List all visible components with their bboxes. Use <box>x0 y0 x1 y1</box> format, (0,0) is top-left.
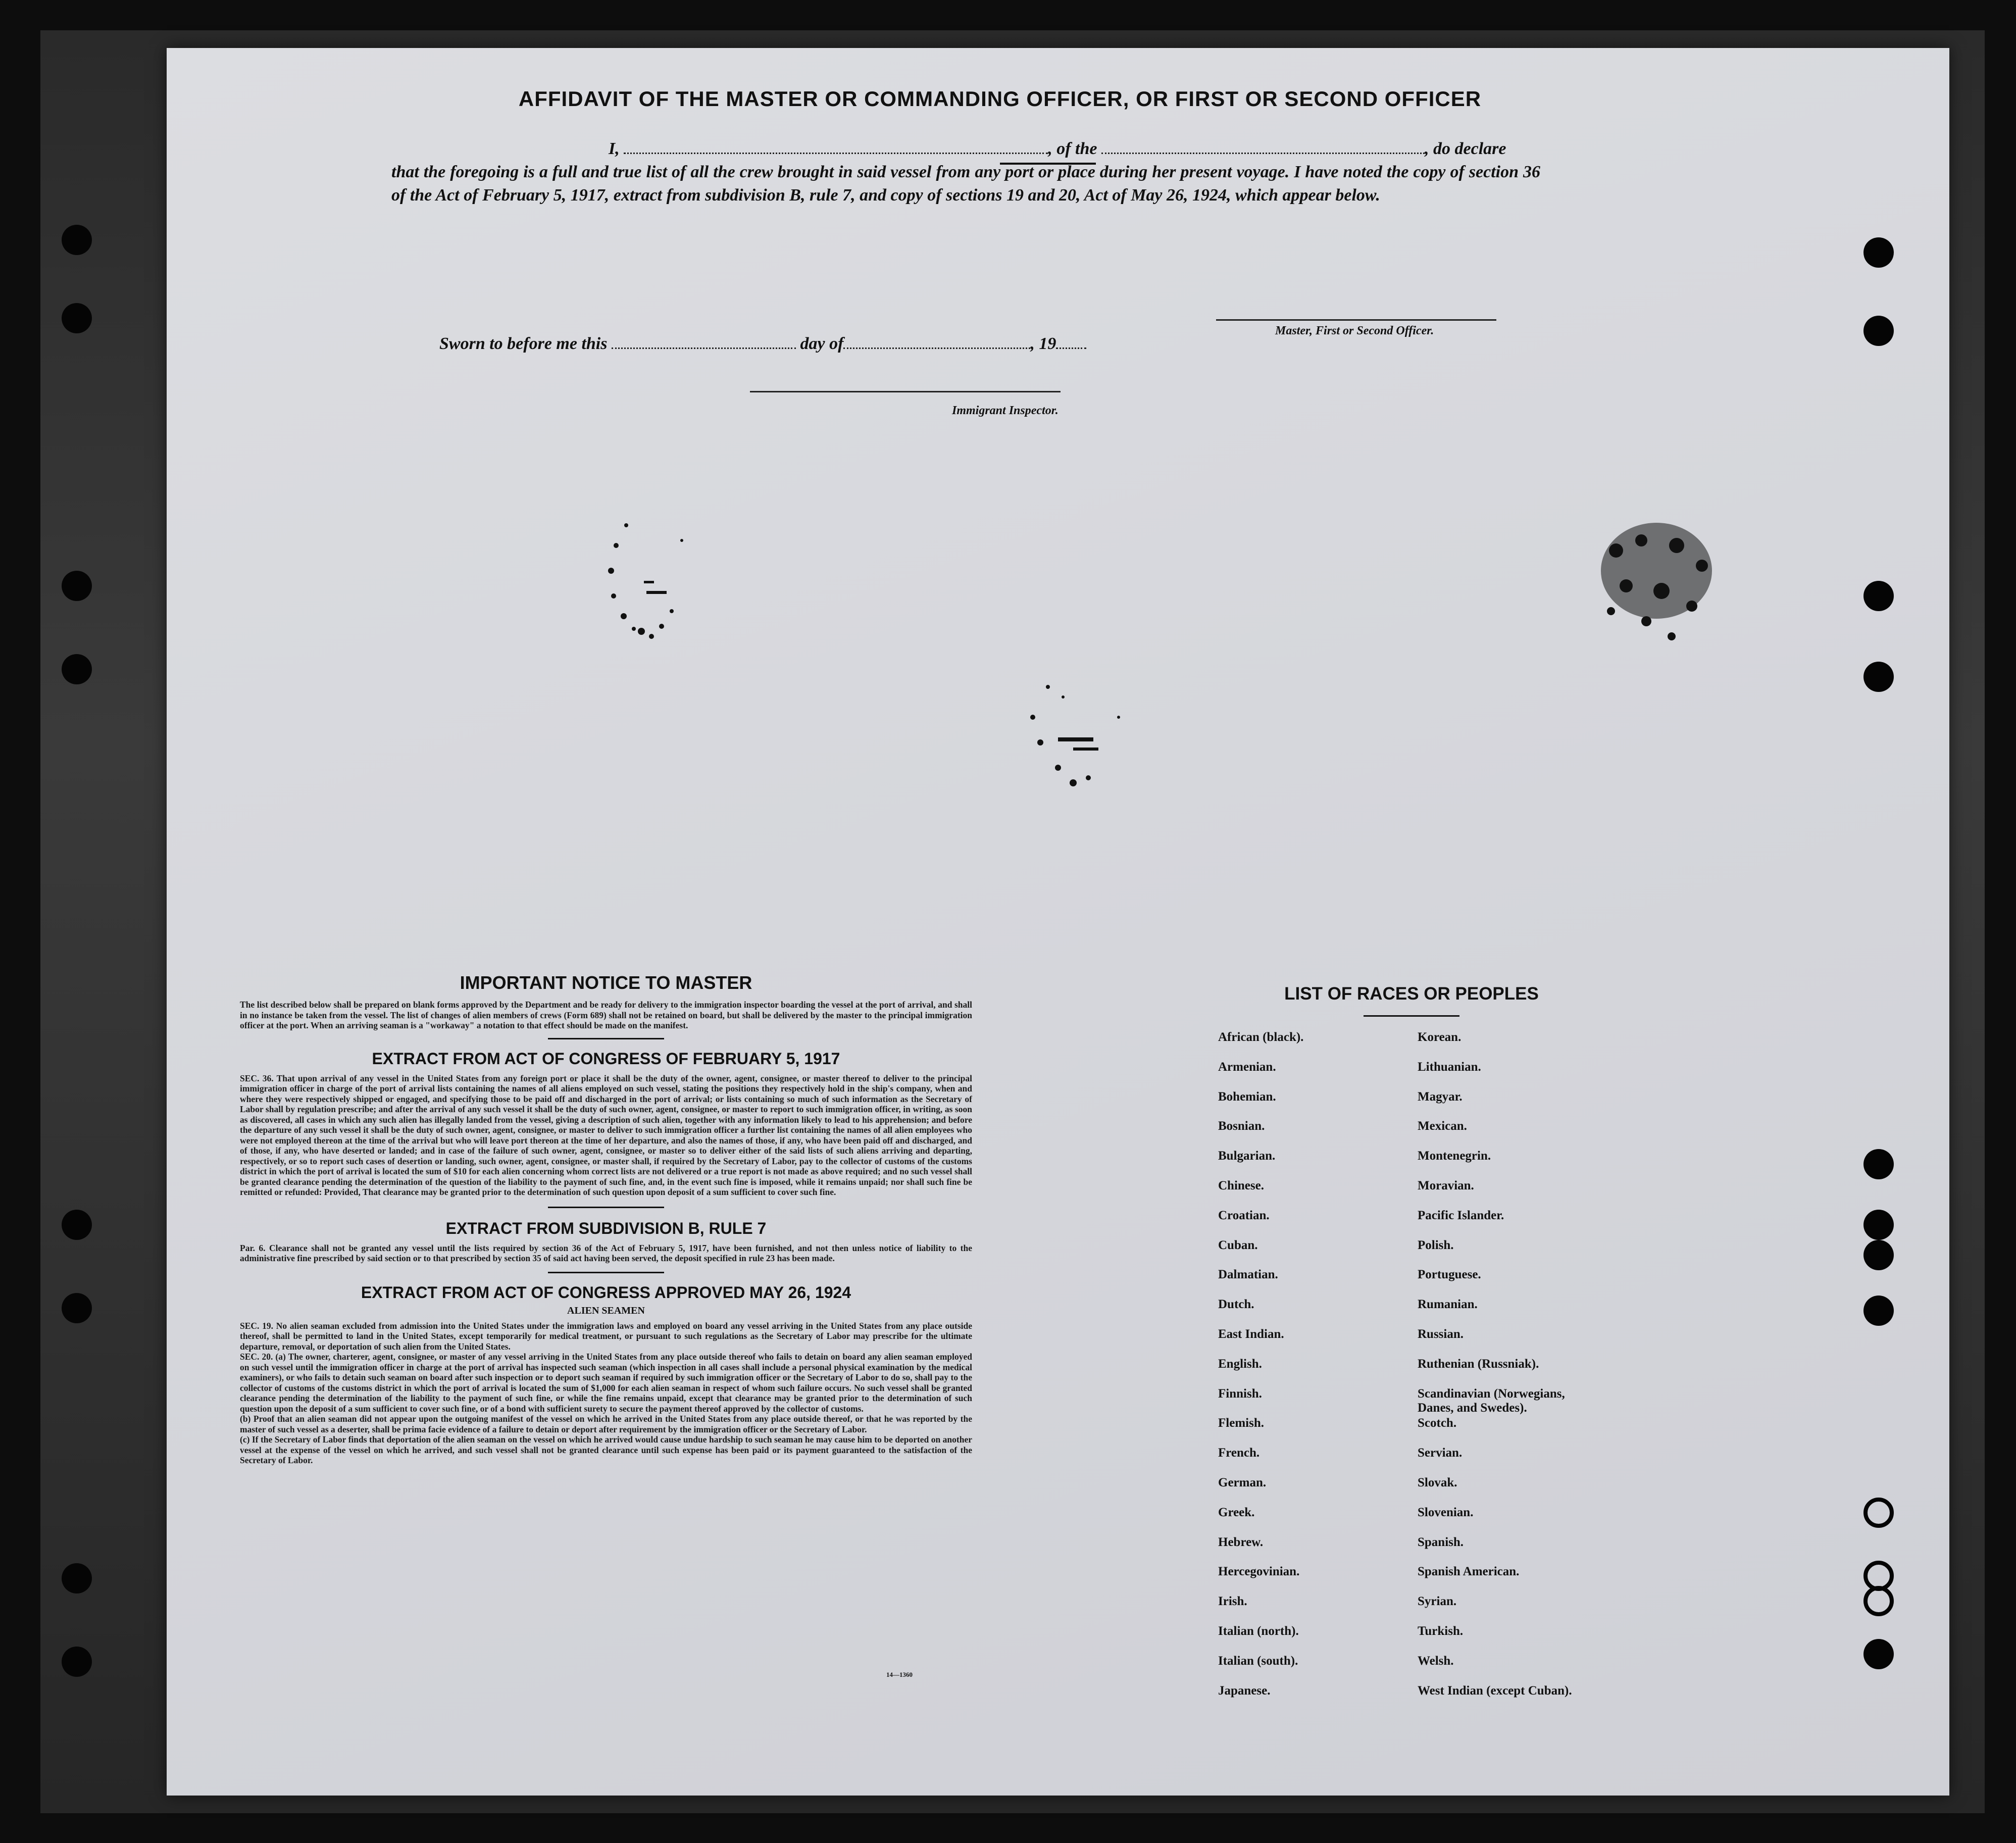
punch-hole <box>62 1647 92 1677</box>
punch-hole <box>1863 237 1894 268</box>
sworn-row <box>439 333 1086 354</box>
i-label: I, <box>609 139 620 158</box>
punch-hole <box>62 1563 92 1593</box>
punch-hole <box>62 654 92 684</box>
race-item: Dutch. <box>1218 1298 1254 1312</box>
race-item: Finnish. <box>1218 1386 1262 1401</box>
sec-20c-text: (c) If the Secretary of Labor finds that deportation of the alien seaman on the vessel on which he arrived would cause undue hardship to such seaman he may cause him to be deported on another vessel at the expense of the vessel on which he arrived, and such vessel shall not be granted clearance until such expense has been paid or its payment guaranteed to the satisfaction of the Secretary of Labor. <box>240 1434 972 1465</box>
vessel-field[interactable] <box>1101 138 1425 154</box>
punch-hole <box>1863 1210 1894 1240</box>
race-item: Spanish American. <box>1418 1565 1520 1579</box>
race-item: Portuguese. <box>1418 1268 1481 1282</box>
race-item: Turkish. <box>1418 1624 1464 1638</box>
divider <box>548 1272 664 1273</box>
affidavit-text: that the foregoing is a full and true list of all the crew brought in said vessel from any port or place during her present voyage. I have noted the copy of section 36 of the Act of February 5, 1917, extract from subdivision B, rule 7, and copy of sections 19 and 20, Act of May 26, 1924, which appear below. <box>391 163 1540 205</box>
extract-1924-subtitle: ALIEN SEAMEN <box>567 1305 645 1316</box>
race-item: Montenegrin. <box>1418 1149 1491 1163</box>
race-item: Italian (north). <box>1218 1624 1299 1638</box>
race-item: Pacific Islander. <box>1418 1208 1504 1222</box>
race-item: Bohemian. <box>1218 1089 1276 1104</box>
punch-hole <box>1863 662 1894 692</box>
inspector-signature-field[interactable] <box>750 391 1061 392</box>
race-item: French. <box>1218 1446 1260 1460</box>
race-item: Magyar. <box>1418 1089 1463 1104</box>
race-item: Welsh. <box>1418 1654 1454 1668</box>
punch-hole <box>1863 1296 1894 1326</box>
day-of-label: day of <box>800 334 844 353</box>
month-field[interactable] <box>843 333 1030 349</box>
race-item: Slovenian. <box>1418 1505 1474 1519</box>
race-item: Croatian. <box>1218 1208 1270 1222</box>
race-item: Dalmatian. <box>1218 1268 1278 1282</box>
extract-rule7-title: EXTRACT FROM SUBDIVISION B, RULE 7 <box>445 1219 767 1237</box>
extract-1917-title: EXTRACT FROM ACT OF CONGRESS OF FEBRUARY 5, 1917 <box>372 1049 840 1068</box>
punch-hole <box>1863 1240 1894 1270</box>
do-declare-label: , do declare <box>1425 139 1506 158</box>
extract-1924-title: EXTRACT FROM ACT OF CONGRESS APPROVED MAY 26, 1924 <box>361 1283 851 1302</box>
master-signature-field[interactable] <box>1216 319 1496 321</box>
of-the-label: , of the <box>1048 139 1097 158</box>
race-item: Spanish. <box>1418 1535 1464 1549</box>
race-item: Irish. <box>1218 1595 1247 1609</box>
race-item: Servian. <box>1418 1446 1463 1460</box>
name-field[interactable] <box>624 138 1048 154</box>
race-item: African (black). <box>1218 1030 1304 1044</box>
punch-hole <box>1863 1149 1894 1179</box>
sec-19-text: SEC. 19. No alien seaman excluded from admission into the United States under the immigration laws and employed on board any vessel arriving in the United States from any place outside thereof, shall be permitted to land in the United States, except temporarily for medical treatment, or pursuant to such regulations as the Secretary of Labor may prescribe for the ultimate departure, removal, or deportation of such alien from the United States. <box>240 1320 972 1352</box>
ink-stamp <box>596 505 707 646</box>
notices-column <box>240 972 972 1466</box>
race-item: Scandinavian (Norwegians, Danes, and Swedes). <box>1418 1386 1565 1415</box>
race-item: Polish. <box>1418 1238 1454 1252</box>
race-item: Ruthenian (Russniak). <box>1418 1357 1539 1371</box>
punch-hole <box>62 571 92 601</box>
notice-text: The list described below shall be prepared on blank forms approved by the Department and be ready for delivery to the immigration inspector boarding the vessel at the port of arrival, and shall in no instance be taken from the vessel. The list of changes of alien members of crews (Form 689) shall not be retained on board, but shall be delivered by the master to the principal immigration officer at the port. When an arriving seaman is a "workaway" a notation to that effect should be made on the manifest. <box>240 1000 972 1030</box>
race-item: English. <box>1218 1357 1262 1371</box>
race-item: Rumanian. <box>1418 1298 1478 1312</box>
extract-rule7-text: Par. 6. Clearance shall not be granted any vessel until the lists required by section 36 of the Act of February 5, 1917, have been furnished, and not then unless notice of liability to the administrative fine prescribed by said section or to that prescribed by section 35 of said act having been served, the deposit specified in rule 23 has been made. <box>240 1242 972 1263</box>
sworn-label: Sworn to before me this <box>439 334 608 353</box>
race-item: Greek. <box>1218 1505 1255 1519</box>
affidavit-title: AFFIDAVIT OF THE MASTER OR COMMANDING OFFICER, OR FIRST OR SECOND OFFICER <box>518 87 1482 111</box>
inspector-caption: Immigrant Inspector. <box>952 404 1059 417</box>
race-item: Korean. <box>1418 1030 1461 1044</box>
ink-stamp <box>1576 505 1742 667</box>
year-label: , 19 <box>1030 334 1056 353</box>
notice-title: IMPORTANT NOTICE TO MASTER <box>460 972 752 993</box>
race-item: Flemish. <box>1218 1416 1264 1430</box>
punch-hole <box>62 303 92 333</box>
master-caption: Master, First or Second Officer. <box>1275 324 1434 337</box>
declaration-line <box>609 137 1540 161</box>
divider <box>548 1207 664 1208</box>
race-item: Japanese. <box>1218 1683 1271 1698</box>
punch-hole <box>1863 1498 1894 1528</box>
punch-hole <box>1863 316 1894 346</box>
race-item: Bulgarian. <box>1218 1149 1276 1163</box>
race-item: German. <box>1218 1476 1267 1489</box>
punch-hole <box>62 225 92 255</box>
race-item: Armenian. <box>1218 1060 1276 1074</box>
ink-stamp <box>1018 667 1154 798</box>
punch-hole <box>62 1293 92 1323</box>
extract-1917-text: SEC. 36. That upon arrival of any vessel in the United States from any foreign port or place it shall be the duty of the owner, agent, consignee, or master thereof to deliver to the principal immigration officer in charge of the port of arrival lists containing the names of all aliens employed on such vessel, stating the positions they respectively hold in the ship's company, when and where they were respectively shipped or engaged, and specifying those to be paid off and discharged in the port of arrival; or lists containing so much of such information as the Secretary of Labor shall by regulation prescribe; and after the arrival of any such vessel it shall be the duty of such owner, agent, consignee, or master to report to such immigration officer, in writing, as soon as discovered, all cases in which any such alien has illegally landed from the vessel, giving a description of such alien, together with any information likely to lead to his apprehension; and before the departure of any such vessel it shall be the duty of such owner, agent, consignee, or master to deliver to such immigration officer a further list containing the names of all alien employees who were not employed thereon at the time of the arrival but who will leave port thereon at the time of her departure, and also the names of those, if any, who have been paid off and discharged, and of those, if any, who have deserted or landed; and in case of the failure of such owner, agent, consignee, or master so to deliver either of the said lists of such aliens arriving and departing, respectively, or so to report such cases of desertion or landing, such owner, agent, consignee, or master shall, if required by the Secretary of Labor, pay to the collector of customs of the customs district in which the port of arrival is located the sum of $10 for each alien concerning whom correct lists are not delivered or a true report is not made as above required; and no such vessel shall be granted clearance pending the determination of the question of the liability to the payment of such fine, and, in the event such fine is imposed, while it remains unpaid; nor shall such fine be remitted or refunded: Provided, That clearance may be granted prior to the determination of such question upon deposit of a sum sufficient to cover such fine. <box>240 1073 972 1197</box>
document-page <box>167 48 1949 1796</box>
sec-20b-text: (b) Proof that an alien seaman did not appear upon the outgoing manifest of the vessel on which he arrived in the United States from any place outside thereof, or that he was reported by the master of such vessel as a deserter, shall be prima facie evidence of a failure to detain or deport after requirement by the immigration officer or the Secretary of Labor. <box>240 1414 972 1434</box>
affidavit-body <box>391 137 1540 207</box>
race-item: Bosnian. <box>1218 1119 1265 1133</box>
punch-hole <box>1863 581 1894 611</box>
race-item: Chinese. <box>1218 1179 1264 1192</box>
race-item: Scotch. <box>1418 1416 1457 1430</box>
races-underline <box>1364 1015 1459 1017</box>
race-item: East Indian. <box>1218 1327 1284 1341</box>
race-item: Italian (south). <box>1218 1654 1298 1668</box>
day-field[interactable] <box>612 333 796 349</box>
race-item: Mexican. <box>1418 1119 1467 1133</box>
form-number: 14—1360 <box>886 1671 913 1678</box>
race-item: Cuban. <box>1218 1238 1258 1252</box>
race-item: Lithuanian. <box>1418 1060 1481 1074</box>
year-field[interactable] <box>1056 333 1086 349</box>
race-item: Moravian. <box>1418 1179 1474 1192</box>
punch-hole <box>1863 1586 1894 1616</box>
divider <box>548 1038 664 1039</box>
race-item: West Indian (except Cuban). <box>1418 1683 1572 1698</box>
sec-20a-text: SEC. 20. (a) The owner, charterer, agent, consignee, or master of any vessel arriving in the United States from any place outside thereof who fails to detain on board any alien seaman employed on such vessel until the immigration officer in charge at the port of arrival has inspected such seaman (which inspection in all cases shall include a personal physical examination by the medical examiners), or who fails to detain such seaman on board after such inspection or to deport such seaman if required by such immigration officer or the Secretary of Labor to do so, shall pay to the collector of customs of the customs district in which the port of arrival is located the sum of $1,000 for each alien seaman in respect of whom such failure occurs. No such vessel shall be granted clearance pending the determination of the liability to the payment of such fine, or while the fine remains unpaid, except that clearance may be granted prior to the determination of such question upon the deposit of a sum sufficient to cover such fine, or of a bond with sufficient surety to secure the payment thereof approved by the collector of customs. <box>240 1352 972 1414</box>
punch-hole <box>62 1210 92 1240</box>
race-item: Slovak. <box>1418 1476 1457 1489</box>
race-item: Hebrew. <box>1218 1535 1264 1549</box>
punch-hole <box>1863 1639 1894 1669</box>
race-item: Hercegovinian. <box>1218 1565 1300 1579</box>
race-item: Syrian. <box>1418 1595 1457 1609</box>
races-title: LIST OF RACES OR PEOPLES <box>1284 984 1539 1004</box>
race-item: Russian. <box>1418 1327 1464 1341</box>
